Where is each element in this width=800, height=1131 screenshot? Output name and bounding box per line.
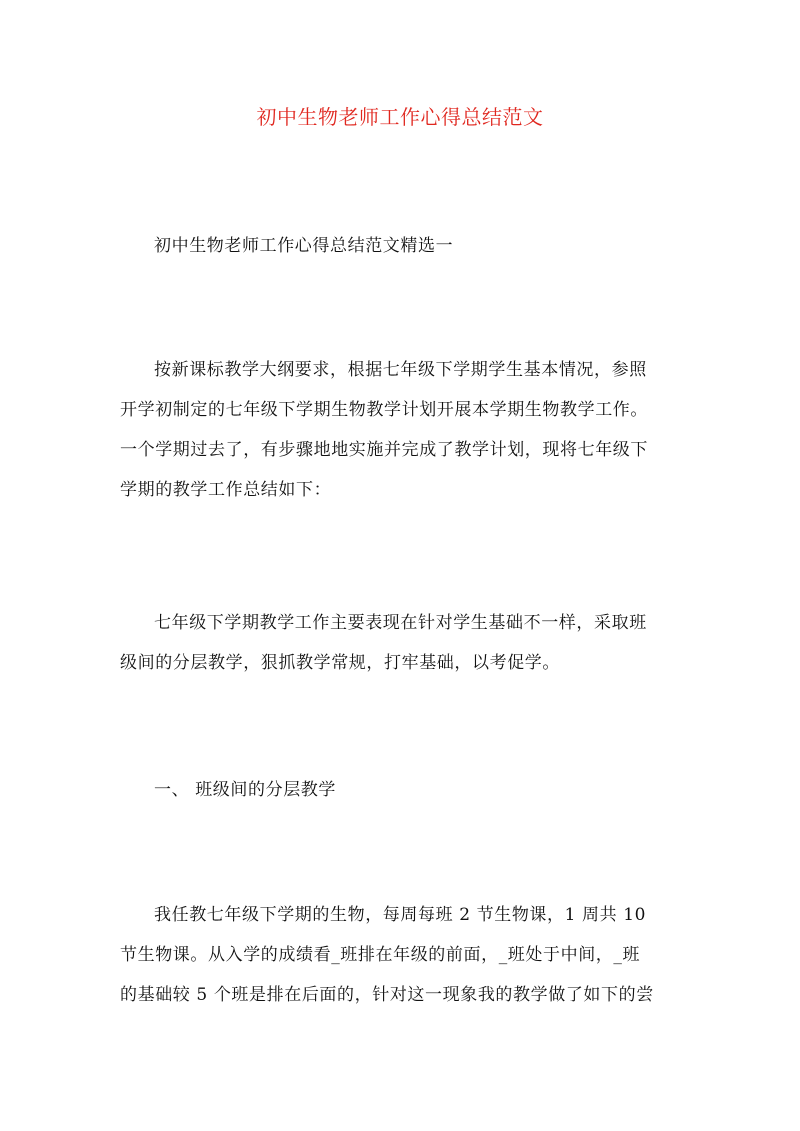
paragraph-1 [120, 350, 685, 510]
document-subtitle [120, 226, 685, 266]
section-heading-1 [120, 770, 685, 810]
document-title: 初中生物老师工作心得总结范文 [256, 105, 544, 129]
section-heading-line: 一、 班级间的分层教学 [154, 780, 337, 800]
paragraph-line: 按新课标教学大纲要求，根据七年级下学期学生基本情况，参照 [154, 360, 647, 380]
paragraph-line: 的基础较 5 个班是排在后面的，针对这一现象我的教学做了如下的尝 [120, 985, 654, 1005]
paragraph-line: 七年级下学期教学工作主要表现在针对学生基础不一样，采取班 [154, 613, 647, 633]
paragraph-line: 我任教七年级下学期的生物，每周每班 2 节生物课，1 周共 10 [154, 905, 647, 925]
paragraph-line: 开学初制定的七年级下学期生物教学计划开展本学期生物教学工作。 [120, 400, 648, 420]
paragraph-2 [120, 603, 685, 683]
paragraph-3 [120, 895, 685, 1015]
paragraph-line: 一个学期过去了，有步骤地地实施并完成了教学计划，现将七年级下 [120, 440, 648, 460]
subtitle-line: 初中生物老师工作心得总结范文精选一 [154, 236, 454, 256]
paragraph-line: 级间的分层教学，狠抓教学常规，打牢基础，以考促学。 [120, 653, 560, 673]
paragraph-line: 学期的教学工作总结如下： [120, 480, 332, 500]
paragraph-line: 节生物课。从入学的成绩看_班排在年级的前面，_班处于中间，_班 [120, 945, 641, 965]
